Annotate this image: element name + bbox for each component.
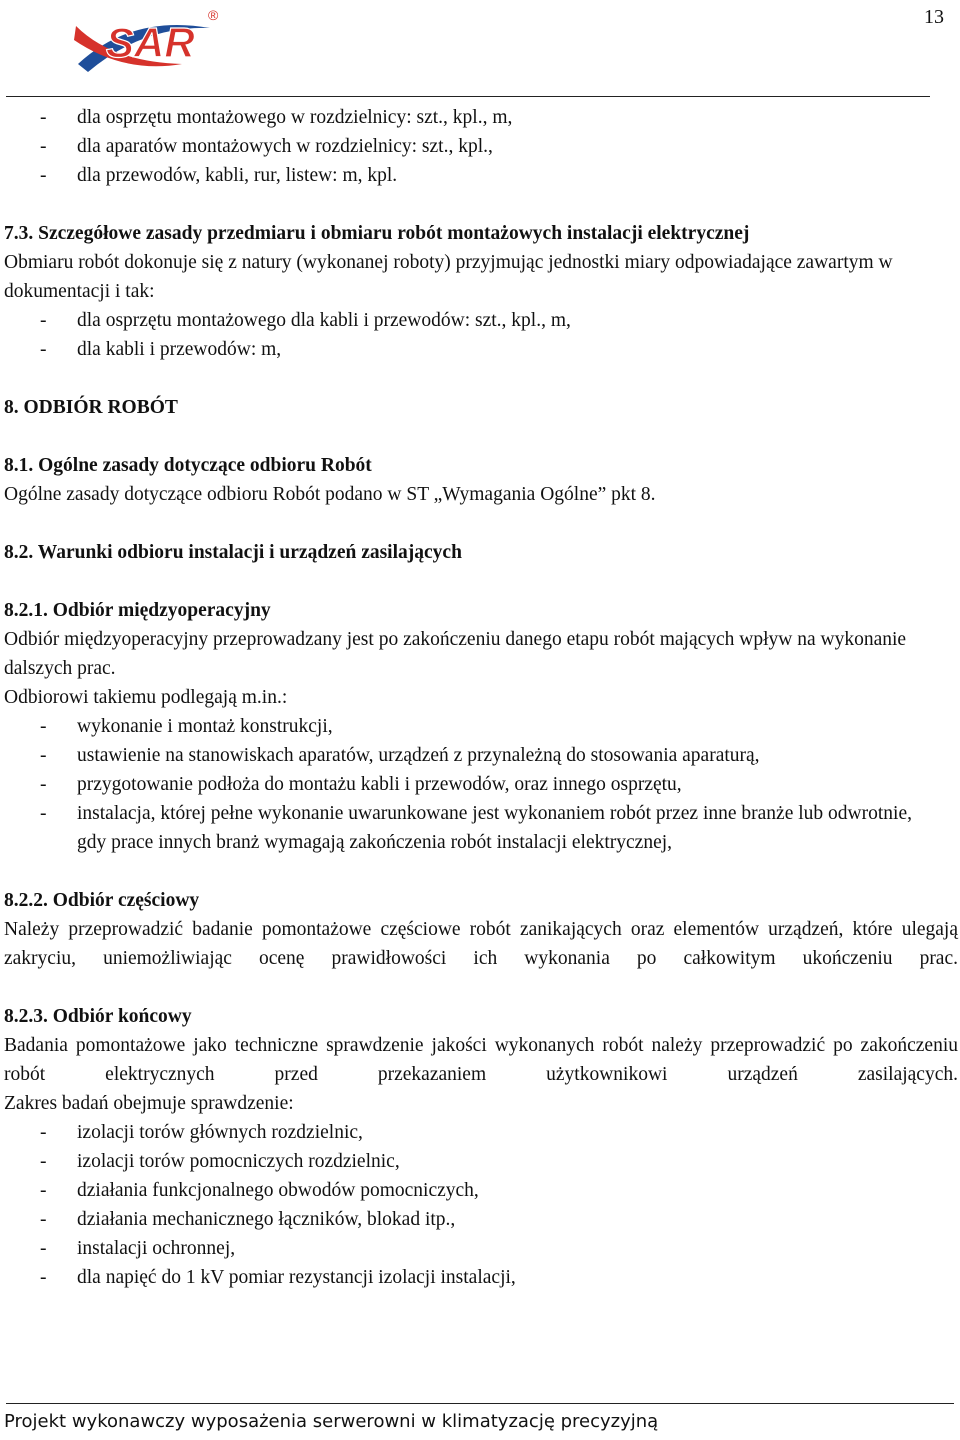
list-dash: -	[40, 716, 47, 737]
list-item: - izolacji torów pomocniczych rozdzielnic,	[4, 1147, 958, 1176]
section-paragraph: Badania pomontażowe jako techniczne sprawdzenie jakości wykonanych robót należy przeprowadzić po zakończeniu robót elektrycznych przed przekazaniem użytkownikowi urządzeń zasilających.	[4, 1035, 958, 1085]
section-heading-8-2-1: 8.2.1. Odbiór międzyoperacyjny	[4, 600, 271, 621]
section-paragraph: Obmiaru robót dokonuje się z natury (wykonanej roboty) przyjmując jednostki miary odpowiadające zawartym w dokumentacji i tak:	[4, 252, 893, 302]
section-paragraph: Ogólne zasady dotyczące odbioru Robót podano w ST „Wymagania Ogólne” pkt 8.	[4, 484, 656, 505]
section-heading-8-1: 8.1. Ogólne zasady dotyczące odbioru Robót	[4, 455, 372, 476]
list-item: - działania funkcjonalnego obwodów pomocniczych,	[4, 1176, 958, 1205]
list-item: - dla osprzętu montażowego w rozdzielnicy: szt., kpl., m,	[4, 103, 958, 132]
list-item: - dla kabli i przewodów: m,	[4, 335, 958, 364]
list-dash: -	[40, 1267, 47, 1288]
header-rule	[6, 96, 930, 97]
list-dash: -	[40, 1180, 47, 1201]
section-heading-7-3: 7.3. Szczegółowe zasady przedmiaru i obmiaru robót montażowych instalacji elektrycznej	[4, 223, 750, 244]
list-dash: -	[40, 774, 47, 795]
list-dash: -	[40, 310, 47, 331]
list-item: - dla przewodów, kabli, rur, listew: m, kpl.	[4, 161, 958, 190]
list-item: - przygotowanie podłoża do montażu kabli i przewodów, oraz innego osprzętu,	[4, 770, 958, 799]
list-dash: -	[40, 1209, 47, 1230]
section-heading-8-2-2: 8.2.2. Odbiór częściowy	[4, 890, 200, 911]
list-item: - instalacja, której pełne wykonanie uwarunkowane jest wykonaniem robót przez inne branże lub odwrotnie, gdy prace innych branż wymagają zakończenia robót instalacji elektrycznej,	[4, 799, 958, 857]
page-number: 13	[924, 6, 944, 28]
list-dash: -	[40, 1151, 47, 1172]
svg-text:®: ®	[208, 7, 219, 23]
footer-rule	[6, 1403, 954, 1404]
company-logo	[72, 2, 222, 82]
list-dash: -	[40, 1238, 47, 1259]
list-item: - instalacji ochronnej,	[4, 1234, 958, 1263]
list-dash: -	[40, 165, 47, 186]
list-item: - dla osprzętu montażowego dla kabli i przewodów: szt., kpl., m,	[4, 306, 958, 335]
section-heading-8-2: 8.2. Warunki odbioru instalacji i urządzeń zasilających	[4, 542, 462, 563]
list-dash: -	[40, 803, 47, 824]
section-paragraph: Zakres badań obejmuje sprawdzenie:	[4, 1093, 294, 1114]
list-dash: -	[40, 1122, 47, 1143]
document-body	[4, 103, 958, 1292]
section-heading-8-2-3: 8.2.3. Odbiór końcowy	[4, 1006, 192, 1027]
svg-text:SAR: SAR	[106, 19, 195, 66]
section-paragraph: Należy przeprowadzić badanie pomontażowe częściowe robót zanikających oraz elementów urządzeń, które ulegają zakryciu, uniemożliwiając ocenę prawidłowości ich wykonania po całkowitym ukończeniu prac.	[4, 919, 958, 969]
list-dash: -	[40, 339, 47, 360]
list-dash: -	[40, 136, 47, 157]
list-item: - dla aparatów montażowych w rozdzielnicy: szt., kpl.,	[4, 132, 958, 161]
list-item: - ustawienie na stanowiskach aparatów, urządzeń z przynależną do stosowania aparaturą,	[4, 741, 958, 770]
list-item: - działania mechanicznego łączników, blokad itp.,	[4, 1205, 958, 1234]
list-dash: -	[40, 745, 47, 766]
section-paragraph: Odbiorowi takiemu podlegają m.in.:	[4, 687, 288, 708]
section-paragraph: Odbiór międzyoperacyjny przeprowadzany jest po zakończeniu danego etapu robót mających wpływ na wykonanie dalszych prac.	[4, 629, 907, 679]
footer-text: Projekt wykonawczy wyposażenia serwerowni w klimatyzację precyzyjną	[4, 1411, 659, 1432]
list-item: - wykonanie i montaż konstrukcji,	[4, 712, 958, 741]
list-item: - izolacji torów głównych rozdzielnic,	[4, 1118, 958, 1147]
section-heading-8: 8. ODBIÓR ROBÓT	[4, 397, 178, 418]
list-dash: -	[40, 107, 47, 128]
list-item: - dla napięć do 1 kV pomiar rezystancji izolacji instalacji,	[4, 1263, 958, 1292]
